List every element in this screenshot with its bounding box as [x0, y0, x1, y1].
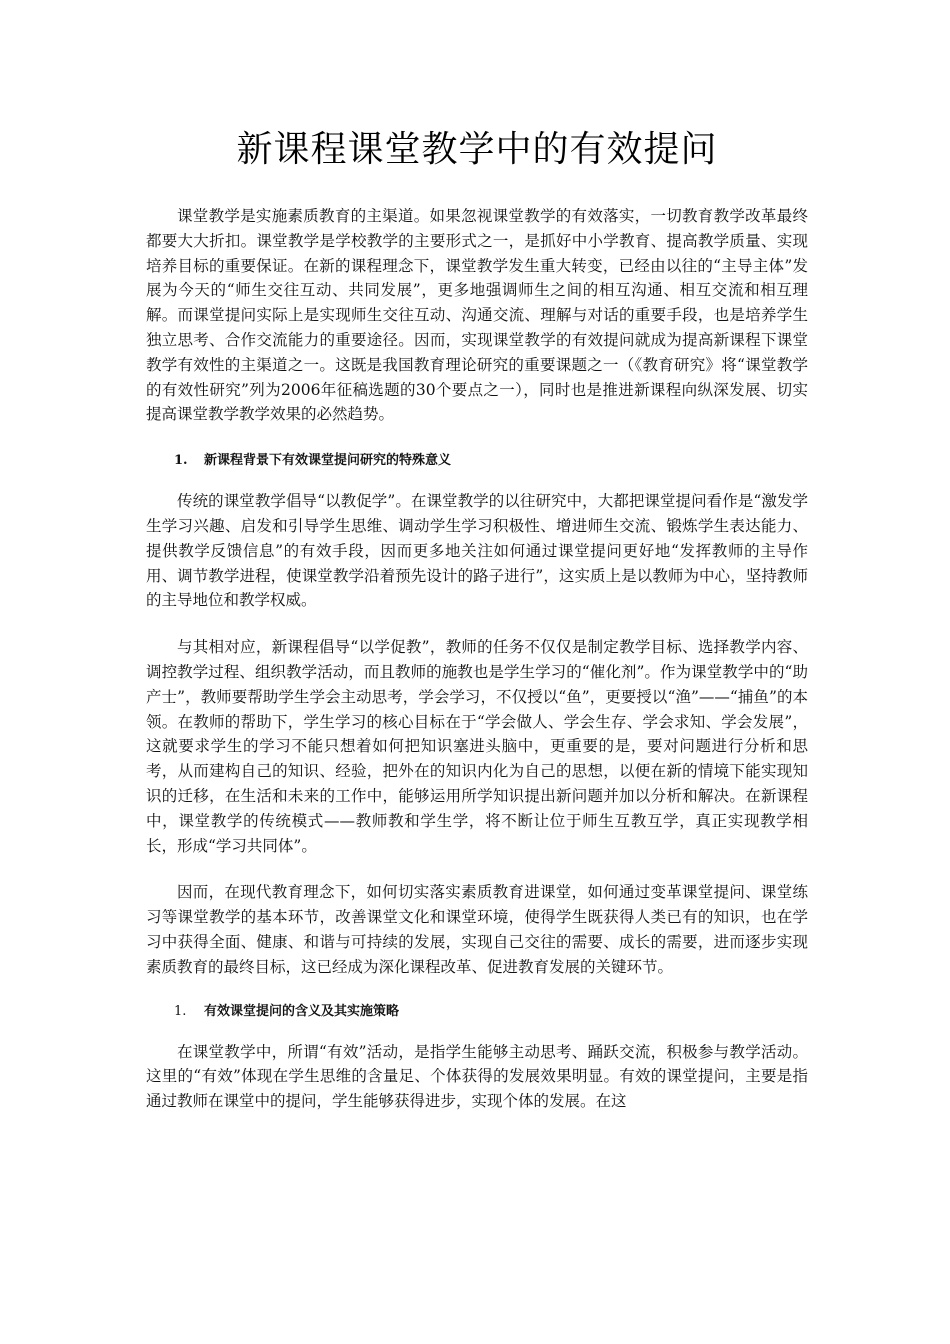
section-title: 新课程背景下有效课堂提问研究的特殊意义: [204, 453, 452, 469]
document-title: 新课程课堂教学中的有效提问: [236, 129, 718, 170]
section-heading-1: [146, 451, 808, 471]
section-number: 1.: [174, 453, 188, 469]
section1-paragraph-2: 与其相对应，新课程倡导“以学促教”，教师的任务不仅仅是制定教学目标、选择教学内容、调控教学过程、组织教学活动，而且教师的施教也是学生学习的“催化剂”。作为课堂教学中的“助产士”，教师要帮助学生学会主动思考，学会学习，不仅授以“鱼”，更要授以“渔”——“捕鱼”的本领。在教师的帮助下，学生学习的核心目标在于“学会做人、学会生存、学会求知、学会发展”，这就要求学生的学习不能只想着如何把知识塞进头脑中，更重要的是，要对问题进行分析和思考，从而建构自己的知识、经验，把外在的知识内化为自己的思想，以便在新的情境下能实现知识的迁移，在生活和未来的工作中，能够运用所学知识提出新问题并加以分析和解决。在新课程中，课堂教学的传统模式——教师教和学生学，将不断让位于师生互教互学，真正实现教学相长，形成“学习共同体”。: [146, 638, 808, 855]
section-heading-2: [146, 1002, 808, 1022]
section1-paragraph-1: 传统的课堂教学倡导“以教促学”。在课堂教学的以往研究中，大都把课堂提问看作是“激发学生学习兴趣、启发和引导学生思维、调动学生学习积极性、增进师生交流、锻炼学生表达能力、提供教学反馈信息”的有效手段，因而更多地关注如何通过课堂提问更好地“发挥教师的主导作用、调节教学进程，使课堂教学沿着预先设计的路子进行”，这实质上是以教师为中心，坚持教师的主导地位和教学权威。: [146, 492, 808, 610]
section2-paragraph-1: 在课堂教学中，所谓“有效”活动，是指学生能够主动思考、踊跃交流，积极参与教学活动。这里的“有效”体现在学生思维的含量足、个体获得的发展效果明显。有效的课堂提问，主要是指通过教师在课堂中的提问，学生能够获得进步，实现个体的发展。在这: [146, 1042, 808, 1111]
intro-paragraph: 课堂教学是实施素质教育的主渠道。如果忽视课堂教学的有效落实，一切教育教学改革最终都要大大折扣。课堂教学是学校教学的主要形式之一，是抓好中小学教育、提高教学质量、实现培养目标的重要保证。在新的课程理念下，课堂教学发生重大转变，已经由以往的“主导主体”发展为今天的“师生交往互动、共同发展”，更多地强调师生之间的相互沟通、相互交流和相互理解。而课堂提问实际上是实现师生交往互动、沟通交流、理解与对话的重要手段，也是培养学生独立思考、合作交流能力的重要途径。因而，实现课堂教学的有效提问就成为提高新课程下课堂教学有效性的主渠道之一。这既是我国教育理论研究的重要课题之一（《教育研究》将“课堂教学的有效性研究”列为2006年征稿选题的30个要点之一），同时也是推进新课程向纵深发展、切实提高课堂教学教学效果的必然趋势。: [146, 207, 808, 424]
section-title: 有效课堂提问的含义及其实施策略: [204, 1003, 400, 1019]
section1-paragraph-3: 因而，在现代教育理念下，如何切实落实素质教育进课堂，如何通过变革课堂提问、课堂练习等课堂教学的基本环节，改善课堂文化和课堂环境，使得学生既获得人类已有的知识，也在学习中获得全面、健康、和谐与可持续的发展，实现自己交往的需要、成长的需要，进而逐步实现素质教育的最终目标，这已经成为深化课程改革、促进教育发展的关键环节。: [146, 883, 808, 976]
document-body: [146, 122, 808, 1114]
section-number: 1.: [174, 1003, 187, 1019]
